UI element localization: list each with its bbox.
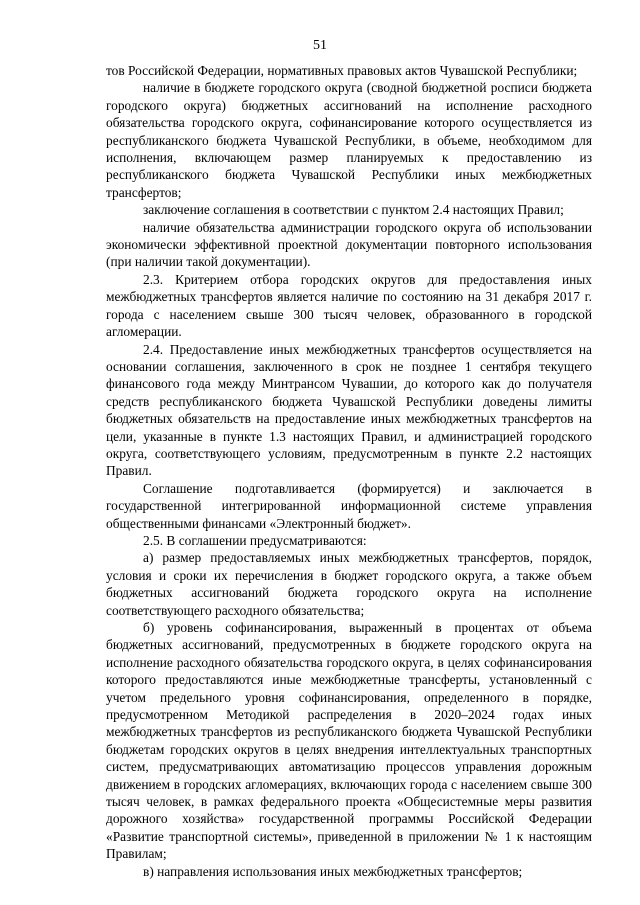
paragraph-continuation: тов Российской Федерации, нормативных правовых актов Чувашской Республики; [106, 63, 578, 78]
list-item-v: в) направления использования иных межбюджетных трансфертов; [143, 863, 523, 879]
page-number: 51 [313, 38, 327, 53]
paragraph-electronic-budget: Соглашение подготавливается (формируется) и заключается в государственной интегрированной информационной системе управления общественными финансами «Электронный бюджет». [106, 480, 592, 531]
list-item-a: а) размер предоставляемых иных межбюджетных трансфертов, порядок, условия и сроки их перечисления в бюджет городского округа, а также объем бюджетных ассигнований бюджета городского округа на исполнение соответствующего расходного обязательства; [106, 550, 592, 618]
list-item-b: б) уровень софинансирования, выраженный в процентах от объема бюджетных ассигнований, предусмотренных в бюджете городского округа на исполнение расходного обязательства городского округа, в целях софинансирования которого предоставляются иные межбюджетные трансферты, установленный с учетом предельного уровня софинансирования, определенного в порядке, предусмотренном Методикой распределения в 2020–2024 годах иных межбюджетных трансфертов из республиканского бюджета Чувашской Республики бюджетам городских округов в целях внедрения интеллектуальных транспортных систем, предусматривающих автоматизацию процессов управления дорожным движением в городских агломерациях, включающих города с населением свыше 300 тысяч человек, в рамках федерального проекта «Общесистемные меры развития дорожного хозяйства» государственной программы Российской Федерации «Развитие транспортной системы», приведенной в приложении № 1 к настоящим Правилам; [106, 620, 592, 862]
paragraph-2-5-heading: 2.5. В соглашении предусматриваются: [143, 532, 367, 548]
paragraph-budget-allocations: наличие в бюджете городского округа (сводной бюджетной росписи бюджета городского округа) бюджетных ассигнований на исполнение расходного обязательства городского округа, софинансирование которого осуществляется из республиканского бюджета Чувашской Республики, в объеме, необходимом для исполнения, включающем размер планируемых к предоставлению из республиканского бюджета Чувашской Республики иных межбюджетных трансфертов; [106, 80, 592, 200]
paragraph-agreement-conclusion: заключение соглашения в соответствии с пунктом 2.4 настоящих Правил; [143, 202, 564, 218]
document-body [106, 62, 592, 880]
paragraph-design-documentation: наличие обязательства администрации городского округа об использовании экономически эффективной проектной документации повторного использования (при наличии такой документации). [106, 219, 592, 270]
paragraph-2-3-selection-criterion: 2.3. Критерием отбора городских округов для предоставления иных межбюджетных трансфертов является наличие по состоянию на 31 декабря 2017 г. города с населением свыше 300 тысяч человек, образованного в городской агломерации. [106, 271, 592, 340]
paragraph-2-4-agreement: 2.4. Предоставление иных межбюджетных трансфертов осуществляется на основании соглашения, заключенного в срок не позднее 1 сентября текущего финансового года между Минтрансом Чувашии, до которого как до получателя средств республиканского бюджета Чувашской Республики доведены лимиты бюджетных обязательств на предоставление иных межбюджетных трансфертов на цели, указанные в пункте 1.3 настоящих Правил, и администрацией городского округа, соответствующего условиям, предусмотренным в пункте 2.2 настоящих Правил. [106, 341, 592, 479]
